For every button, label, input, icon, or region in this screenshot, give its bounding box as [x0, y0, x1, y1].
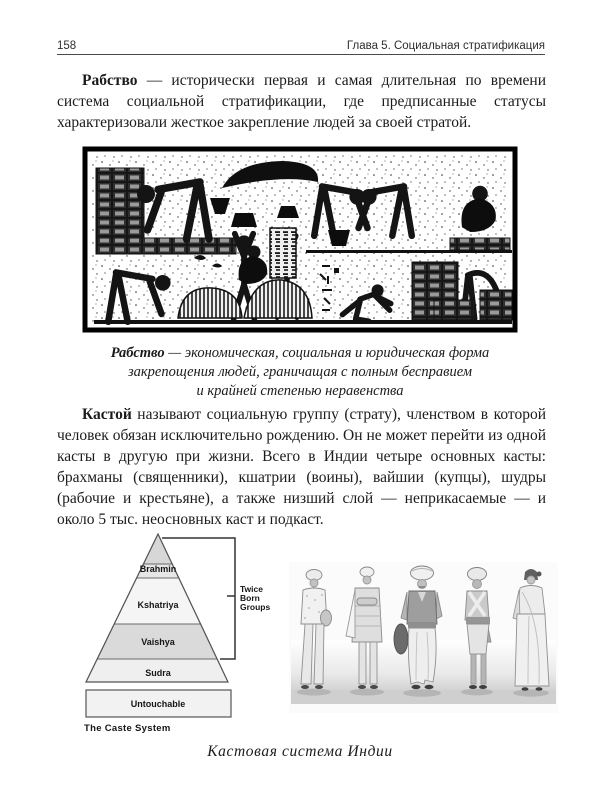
term-slavery: Рабство	[82, 72, 138, 89]
egyptian-slaves-engraving	[82, 146, 518, 333]
figure-caste-caption: Кастовая система Индии	[207, 743, 393, 760]
figure-egyptian-slaves	[82, 146, 518, 333]
paragraph-caste-text: называют социальную группу (страту), членством в которой человек обязан исключительно рождению. Он не может перейти из одной касты в другую при жизни. Всего в Индии четыре основных касты: брахманы (священники), кшатрии (воины), вайшии (купцы), шудры (рабочие и крестьяне), а также низший слой — неприкасаемые — и около 5 тыс. неосновных каст и подкаст.	[57, 406, 547, 528]
pyramid-level-vaishya: Vaishya	[141, 637, 175, 647]
paragraph-slavery	[57, 70, 546, 133]
paragraph-caste	[57, 404, 546, 530]
paragraph-slavery-text: — исторически первая и самая длительная по времени система социальной стратификации, где предписанные статусы характеризовали жесткое закрепление людей за своей стратой.	[57, 72, 546, 131]
register-divider	[306, 250, 512, 253]
pyramid-level-untouchable: Untouchable	[130, 699, 186, 709]
pyramid-level-sudra: Sudra	[145, 668, 171, 678]
caption-term-slavery: Рабство	[110, 345, 165, 361]
pyramid-level-brahmin: Brahmin	[139, 564, 177, 574]
bracket-label: Twice Born Groups	[240, 584, 271, 612]
pyramid-level-kshatriya: Kshatriya	[137, 600, 179, 610]
page-header	[57, 40, 545, 55]
page-number: 158	[57, 40, 77, 52]
chapter-title: Глава 5. Социальная стратификация	[346, 40, 545, 52]
indian-castes-illustration	[289, 562, 558, 713]
caste-pyramid-diagram	[78, 531, 296, 743]
pyramid-title: The Caste System	[84, 723, 171, 734]
ground-baseline	[94, 320, 512, 324]
term-caste: Кастой	[82, 406, 132, 423]
figure-slavery-caption: Рабство — экономическая, социальная и юридическая форма закрепощения людей, граничащая с полным бесправием и крайней степенью неравенства	[110, 345, 490, 399]
